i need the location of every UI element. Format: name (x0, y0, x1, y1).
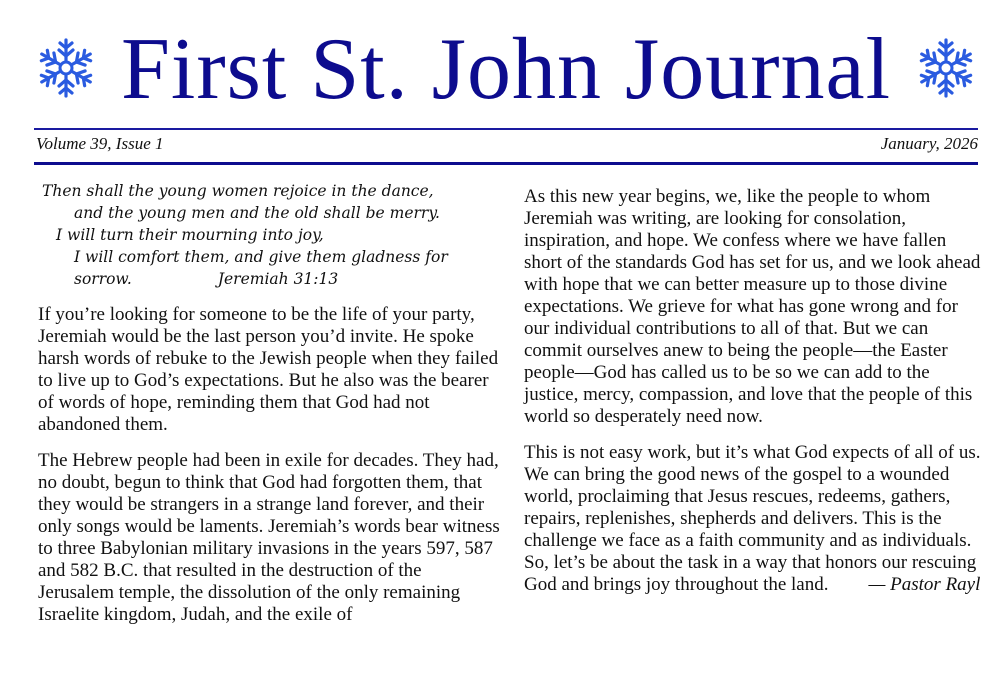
author-signature: — Pastor Rayl (868, 574, 981, 595)
volume-issue: Volume 39, Issue 1 (36, 134, 164, 153)
verse-line: Then shall the young women rejoice in the dance, (42, 182, 434, 200)
right-column (524, 186, 986, 610)
verse-line: and the young men and the old shall be merry. (74, 204, 440, 222)
issue-info-bar (36, 134, 978, 154)
article-paragraph (524, 442, 986, 596)
verse-line (38, 268, 500, 290)
header-rule-bottom (34, 162, 978, 165)
article-paragraph: If you’re looking for someone to be the life of your party, Jeremiah would be the last person you’d invite. He spoke harsh words of rebuke to the Jewish people when they failed to live up to God’s expectations. But he also was the bearer of words of hope, reminding them that God had not abandoned them. (38, 304, 499, 435)
verse-line-text: sorrow. (74, 270, 132, 288)
left-column (38, 180, 500, 640)
masthead (34, 18, 978, 118)
article-paragraph: The Hebrew people had been in exile for decades. They had, no doubt, begun to think that God had forgotten them, that they would be strangers in a strange land forever, and their only songs would be laments. Jeremiah’s words bear witness to three Babylonian military invasions in the years 597, 587 and 582 B.C. that resulted in the destruction of the Jerusalem temple, the dissolution of the only remaining Israelite kingdom, Judah, and the exile of (38, 450, 500, 625)
verse-line: I will comfort them, and give them gladness for (74, 248, 448, 266)
issue-date: January, 2026 (880, 134, 978, 153)
verse-reference: Jeremiah 31:13 (217, 270, 339, 288)
article-paragraph-text: This is not easy work, but it’s what God expects of all of us. We can bring the good news of the gospel to a wounded world, proclaiming that Jesus rescues, redeems, gathers, repairs, replenishes, shepherds and delivers. This is the challenge we face as a faith community and as individuals. So, let’s be about the task in a way that honors our rescuing God and brings joy throughout the land. (524, 442, 981, 595)
header-rule-top (34, 128, 978, 130)
verse-line: I will turn their mourning into joy, (56, 226, 324, 244)
snowflake-icon (914, 36, 978, 100)
newsletter-title: First St. John Journal (120, 21, 892, 118)
scripture-verse (38, 180, 500, 290)
snowflake-icon (34, 36, 98, 100)
article-paragraph: As this new year begins, we, like the people to whom Jeremiah was writing, are looking for consolation, inspiration, and hope. We confess where we have fallen short of the standards God has set for us, and we look ahead with hope that we can better measure up to those divine expectations. We grieve for what has gone wrong and for our individual contributions to all of that. But we can commit ourselves anew to being the people—the Easter people—God has called us to be so we can add to the justice, mercy, compassion, and love that the people of this world so desperately need now. (524, 186, 981, 427)
